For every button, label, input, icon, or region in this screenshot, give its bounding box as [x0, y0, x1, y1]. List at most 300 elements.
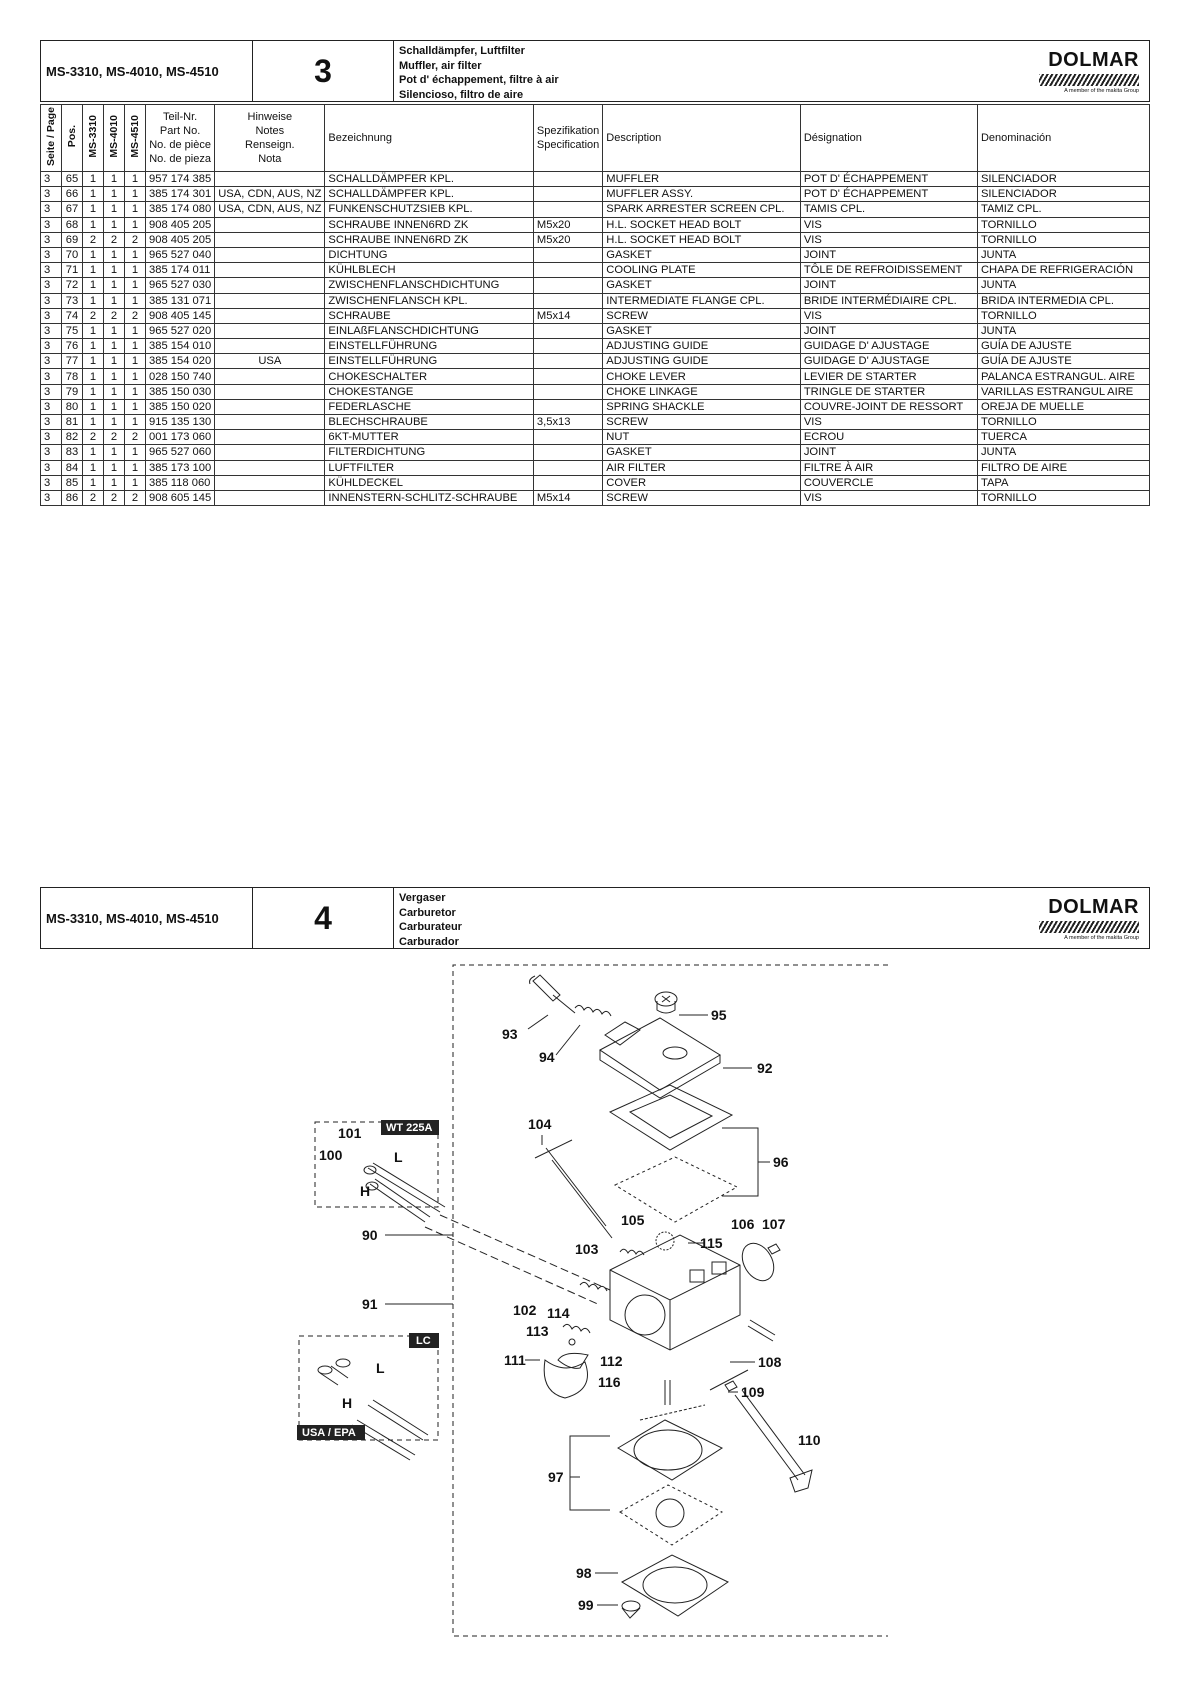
tag-lc: LC	[416, 1335, 431, 1347]
cell-notes	[215, 445, 325, 460]
cell-spec: 3,5x13	[533, 415, 602, 430]
letter-l-lc: L	[376, 1360, 385, 1376]
cell-model-1: 1	[83, 445, 104, 460]
needles-wt	[364, 1163, 445, 1222]
cell-pos: 79	[62, 384, 83, 399]
cell-page: 3	[41, 445, 62, 460]
cell-designation: COUVERCLE	[800, 475, 977, 490]
cell-designation: JOINT	[800, 323, 977, 338]
cell-page: 3	[41, 323, 62, 338]
col-spec	[533, 105, 602, 172]
callout-103: 103	[575, 1241, 599, 1257]
cell-designation: TAMIS CPL.	[800, 202, 977, 217]
cell-spec	[533, 187, 602, 202]
col-page: Seite / Page	[45, 106, 57, 166]
cell-description: COOLING PLATE	[603, 263, 801, 278]
cell-model-2: 1	[104, 217, 125, 232]
cell-part-no: 908 405 145	[146, 308, 215, 323]
spring-103	[580, 1282, 607, 1291]
title-de: Vergaser	[399, 892, 446, 904]
callout-109: 109	[741, 1384, 765, 1400]
section-titles	[394, 41, 1019, 101]
cell-model-2: 1	[104, 399, 125, 414]
col-denominacion: Denominación	[977, 105, 1149, 172]
cell-model-2: 1	[104, 339, 125, 354]
cell-page: 3	[41, 278, 62, 293]
cell-spec	[533, 445, 602, 460]
cell-model-2: 1	[104, 278, 125, 293]
cell-pos: 85	[62, 475, 83, 490]
callout-90: 90	[362, 1227, 378, 1243]
title-es: Carburador	[399, 935, 459, 948]
cell-page: 3	[41, 187, 62, 202]
cell-bezeichnung: ZWISCHENFLANSCH KPL.	[325, 293, 533, 308]
table-row	[41, 354, 1150, 369]
cell-notes	[215, 247, 325, 262]
carburetor-exploded-diagram	[0, 955, 1190, 1684]
cell-bezeichnung: EINSTELLFÜHRUNG	[325, 339, 533, 354]
cell-model-3: 1	[125, 369, 146, 384]
cell-denominacion: BRIDA INTERMEDIA CPL.	[977, 293, 1149, 308]
title-de: Schalldämpfer, Luftfilter	[399, 45, 525, 57]
cell-bezeichnung: KÜHLDECKEL	[325, 475, 533, 490]
parts-table-body	[41, 172, 1150, 506]
cell-page: 3	[41, 475, 62, 490]
section-titles	[394, 888, 1019, 948]
cell-pos: 81	[62, 415, 83, 430]
tag-usa: USA / EPA	[302, 1427, 356, 1439]
cell-page: 3	[41, 308, 62, 323]
cell-denominacion: JUNTA	[977, 247, 1149, 262]
cell-model-1: 1	[83, 384, 104, 399]
cell-designation: JOINT	[800, 445, 977, 460]
cell-notes: USA, CDN, AUS, NZ	[215, 187, 325, 202]
shaft-104	[535, 1140, 612, 1238]
logo-stripes	[1039, 921, 1139, 933]
cell-description: SCREW	[603, 415, 801, 430]
logo-tagline: A member of the makita Group	[1064, 934, 1139, 941]
cell-page: 3	[41, 339, 62, 354]
lever-111	[558, 1353, 588, 1368]
cell-denominacion: OREJA DE MUELLE	[977, 399, 1149, 414]
cell-pos: 71	[62, 263, 83, 278]
cell-designation: TRINGLE DE STARTER	[800, 384, 977, 399]
cell-spec	[533, 369, 602, 384]
cell-bezeichnung: LUFTFILTER	[325, 460, 533, 475]
cell-model-2: 1	[104, 384, 125, 399]
col-spec-en: Specification	[536, 139, 600, 151]
cell-part-no: 385 150 020	[146, 399, 215, 414]
cell-designation: POT D' ÉCHAPPEMENT	[800, 187, 977, 202]
cell-description: ADJUSTING GUIDE	[603, 354, 801, 369]
cell-notes	[215, 384, 325, 399]
callout-107: 107	[762, 1216, 786, 1232]
cell-page: 3	[41, 202, 62, 217]
cell-model-1: 1	[83, 369, 104, 384]
cell-model-3: 1	[125, 475, 146, 490]
cell-model-3: 1	[125, 323, 146, 338]
cell-model-2: 1	[104, 415, 125, 430]
cell-model-1: 1	[83, 415, 104, 430]
cell-part-no: 965 527 060	[146, 445, 215, 460]
cell-model-1: 1	[83, 399, 104, 414]
cell-model-2: 1	[104, 445, 125, 460]
cell-denominacion: JUNTA	[977, 278, 1149, 293]
cell-model-2: 2	[104, 490, 125, 505]
cell-denominacion: TAPA	[977, 475, 1149, 490]
callout-105: 105	[621, 1212, 645, 1228]
cell-denominacion: TORNILLO	[977, 308, 1149, 323]
cell-designation: GUIDAGE D' AJUSTAGE	[800, 339, 977, 354]
cell-designation: BRIDE INTERMÉDIAIRE CPL.	[800, 293, 977, 308]
models-label: MS-3310, MS-4010, MS-4510	[41, 888, 253, 948]
table-row	[41, 232, 1150, 247]
logo-stripes	[1039, 74, 1139, 86]
table-row	[41, 263, 1150, 278]
cell-denominacion: FILTRO DE AIRE	[977, 460, 1149, 475]
cell-denominacion: TORNILLO	[977, 232, 1149, 247]
cell-spec	[533, 247, 602, 262]
cell-bezeichnung: DICHTUNG	[325, 247, 533, 262]
cell-description: SCREW	[603, 308, 801, 323]
cell-pos: 82	[62, 430, 83, 445]
cell-pos: 70	[62, 247, 83, 262]
cell-pos: 72	[62, 278, 83, 293]
cell-spec: M5x14	[533, 308, 602, 323]
cell-denominacion: TORNILLO	[977, 415, 1149, 430]
cell-page: 3	[41, 369, 62, 384]
needles-lc	[318, 1359, 428, 1460]
gasket-96	[610, 1085, 737, 1222]
table-row	[41, 415, 1150, 430]
dolmar-logo	[1019, 41, 1149, 101]
cell-model-3: 2	[125, 490, 146, 505]
cell-designation: VIS	[800, 490, 977, 505]
cell-spec	[533, 339, 602, 354]
cell-part-no: 965 527 040	[146, 247, 215, 262]
col-notes-en: Notes	[255, 125, 285, 137]
cell-notes	[215, 490, 325, 505]
cell-bezeichnung: EINSTELLFÜHRUNG	[325, 354, 533, 369]
table-row	[41, 460, 1150, 475]
cell-bezeichnung: ZWISCHENFLANSCHDICHTUNG	[325, 278, 533, 293]
spring-105	[620, 1249, 644, 1255]
callout-108: 108	[758, 1354, 782, 1370]
callout-115: 115	[700, 1235, 723, 1251]
cell-description: MUFFLER ASSY.	[603, 187, 801, 202]
cell-pos: 65	[62, 172, 83, 187]
cell-page: 3	[41, 490, 62, 505]
cell-pos: 73	[62, 293, 83, 308]
cell-part-no: 385 118 060	[146, 475, 215, 490]
cell-part-no: 908 605 145	[146, 490, 215, 505]
cell-pos: 66	[62, 187, 83, 202]
cell-model-3: 1	[125, 415, 146, 430]
section-number: 4	[253, 888, 394, 948]
cell-description: SPARK ARRESTER SCREEN CPL.	[603, 202, 801, 217]
callout-91: 91	[362, 1296, 378, 1312]
screw-99	[622, 1601, 640, 1618]
col-part-no	[146, 105, 215, 172]
cell-denominacion: SILENCIADOR	[977, 172, 1149, 187]
cell-part-no: 965 527 020	[146, 323, 215, 338]
cell-spec: M5x14	[533, 490, 602, 505]
cell-model-3: 1	[125, 339, 146, 354]
table-row	[41, 293, 1150, 308]
callout-96: 96	[773, 1154, 789, 1170]
col-part-de: Teil-Nr.	[162, 111, 198, 123]
table-row	[41, 384, 1150, 399]
cell-denominacion: TORNILLO	[977, 490, 1149, 505]
cell-pos: 86	[62, 490, 83, 505]
cell-description: GASKET	[603, 278, 801, 293]
cell-bezeichnung: FUNKENSCHUTZSIEB KPL.	[325, 202, 533, 217]
ball-113	[569, 1339, 575, 1345]
table-row	[41, 308, 1150, 323]
cell-description: NUT	[603, 430, 801, 445]
cell-part-no: 385 154 010	[146, 339, 215, 354]
cell-model-1: 2	[83, 490, 104, 505]
cell-part-no: 385 174 080	[146, 202, 215, 217]
col-description: Description	[603, 105, 801, 172]
title-en: Muffler, air filter	[399, 59, 482, 72]
cell-model-3: 1	[125, 217, 146, 232]
cell-model-2: 1	[104, 293, 125, 308]
cell-model-3: 1	[125, 445, 146, 460]
cell-pos: 74	[62, 308, 83, 323]
bolt-93	[530, 975, 575, 1013]
cell-model-2: 1	[104, 354, 125, 369]
callout-114: 114	[547, 1305, 570, 1321]
cell-notes	[215, 217, 325, 232]
cell-model-2: 2	[104, 232, 125, 247]
cell-bezeichnung: BLECHSCHRAUBE	[325, 415, 533, 430]
cell-model-2: 1	[104, 187, 125, 202]
col-part-fr: No. de pièce	[149, 139, 211, 151]
cell-notes	[215, 232, 325, 247]
callout-110: 110	[798, 1432, 821, 1448]
cell-model-1: 1	[83, 202, 104, 217]
cell-model-1: 1	[83, 247, 104, 262]
cell-bezeichnung: CHOKESCHALTER	[325, 369, 533, 384]
callout-100: 100	[319, 1147, 343, 1163]
cell-pos: 75	[62, 323, 83, 338]
cell-bezeichnung: SCHRAUBE INNEN6RD ZK	[325, 232, 533, 247]
callout-labels	[319, 1007, 821, 1613]
cell-description: COVER	[603, 475, 801, 490]
cell-model-3: 1	[125, 384, 146, 399]
table-row	[41, 475, 1150, 490]
cell-spec	[533, 293, 602, 308]
cell-bezeichnung: SCHRAUBE INNEN6RD ZK	[325, 217, 533, 232]
cell-bezeichnung: FEDERLASCHE	[325, 399, 533, 414]
gear-115	[656, 1232, 674, 1250]
cell-notes	[215, 323, 325, 338]
lc-kit-box	[299, 1336, 438, 1440]
screw-107	[768, 1244, 780, 1254]
leader-94	[556, 1025, 580, 1055]
cell-pos: 78	[62, 369, 83, 384]
spring-102	[563, 1324, 590, 1333]
cell-description: GASKET	[603, 247, 801, 262]
cell-spec	[533, 278, 602, 293]
callout-97: 97	[548, 1469, 564, 1485]
cell-notes	[215, 293, 325, 308]
cell-model-3: 1	[125, 263, 146, 278]
cell-model-2: 1	[104, 202, 125, 217]
cell-page: 3	[41, 232, 62, 247]
cell-description: H.L. SOCKET HEAD BOLT	[603, 217, 801, 232]
cell-notes	[215, 475, 325, 490]
cell-model-2: 1	[104, 460, 125, 475]
table-row	[41, 323, 1150, 338]
leader-97	[570, 1436, 610, 1510]
cell-designation: JOINT	[800, 247, 977, 262]
cell-model-3: 1	[125, 187, 146, 202]
cell-description: GASKET	[603, 445, 801, 460]
col-notes-de: Hinweise	[247, 111, 293, 123]
callout-93: 93	[502, 1026, 518, 1042]
cell-description: SPRING SHACKLE	[603, 399, 801, 414]
callout-104: 104	[528, 1116, 552, 1132]
callout-113: 113	[526, 1323, 549, 1339]
cell-model-3: 1	[125, 172, 146, 187]
cell-denominacion: TUERCA	[977, 430, 1149, 445]
cell-model-2: 1	[104, 247, 125, 262]
cell-spec	[533, 475, 602, 490]
cell-model-3: 1	[125, 202, 146, 217]
cell-model-3: 2	[125, 232, 146, 247]
cell-model-1: 1	[83, 278, 104, 293]
cell-description: SCREW	[603, 490, 801, 505]
section-header-3	[40, 40, 1150, 102]
cell-model-1: 1	[83, 339, 104, 354]
cell-notes	[215, 278, 325, 293]
cell-notes	[215, 339, 325, 354]
cell-designation: VIS	[800, 308, 977, 323]
table-row	[41, 430, 1150, 445]
needle-lever-116	[640, 1405, 705, 1420]
cell-part-no: 028 150 740	[146, 369, 215, 384]
table-row	[41, 399, 1150, 414]
cell-part-no: 965 527 030	[146, 278, 215, 293]
cell-spec	[533, 354, 602, 369]
callout-95: 95	[711, 1007, 727, 1023]
cell-notes	[215, 430, 325, 445]
cell-model-2: 1	[104, 172, 125, 187]
cell-notes	[215, 172, 325, 187]
cell-designation: JOINT	[800, 278, 977, 293]
parts-table	[40, 104, 1150, 506]
cell-model-1: 1	[83, 293, 104, 308]
models-label: MS-3310, MS-4010, MS-4510	[41, 41, 253, 101]
cell-part-no: 915 135 130	[146, 415, 215, 430]
cell-model-3: 1	[125, 293, 146, 308]
cell-model-1: 1	[83, 172, 104, 187]
cell-part-no: 001 173 060	[146, 430, 215, 445]
cell-spec	[533, 384, 602, 399]
cell-notes	[215, 369, 325, 384]
inlet-fitting	[748, 1320, 775, 1341]
cell-page: 3	[41, 384, 62, 399]
cell-spec: M5x20	[533, 232, 602, 247]
cell-model-2: 1	[104, 323, 125, 338]
cell-pos: 67	[62, 202, 83, 217]
cell-denominacion: GUÍA DE AJUSTE	[977, 354, 1149, 369]
dolmar-logo	[1019, 888, 1149, 948]
cell-model-3: 1	[125, 460, 146, 475]
callout-94: 94	[539, 1049, 555, 1065]
cell-designation: VIS	[800, 217, 977, 232]
cell-page: 3	[41, 354, 62, 369]
cell-model-2: 1	[104, 475, 125, 490]
cell-notes	[215, 263, 325, 278]
title-es: Silencioso, filtro de aire	[399, 88, 524, 101]
callout-116: 116	[598, 1374, 621, 1390]
spring-94	[575, 1005, 611, 1016]
cell-model-2: 1	[104, 263, 125, 278]
cell-denominacion: JUNTA	[977, 445, 1149, 460]
cell-denominacion: VARILLAS ESTRANGUL AIRE	[977, 384, 1149, 399]
cell-notes	[215, 415, 325, 430]
col-part-en: Part No.	[159, 125, 201, 137]
cell-pos: 83	[62, 445, 83, 460]
cell-bezeichnung: SCHALLDÄMPFER KPL.	[325, 187, 533, 202]
leader-96	[722, 1128, 770, 1196]
cell-pos: 69	[62, 232, 83, 247]
callout-112: 112	[600, 1353, 623, 1369]
cell-model-1: 2	[83, 430, 104, 445]
gasket-97	[618, 1420, 722, 1545]
cell-model-3: 1	[125, 399, 146, 414]
cell-model-3: 2	[125, 308, 146, 323]
cell-part-no: 385 150 030	[146, 384, 215, 399]
cell-page: 3	[41, 172, 62, 187]
col-model-3: MS-4510	[129, 114, 141, 158]
cell-denominacion: GUÍA DE AJUSTE	[977, 339, 1149, 354]
cell-model-1: 1	[83, 187, 104, 202]
cell-notes	[215, 460, 325, 475]
cell-spec: M5x20	[533, 217, 602, 232]
cell-page: 3	[41, 415, 62, 430]
cell-spec	[533, 323, 602, 338]
cell-bezeichnung: KÜHLBLECH	[325, 263, 533, 278]
title-fr: Carburateur	[399, 921, 462, 933]
cell-part-no: 385 154 020	[146, 354, 215, 369]
letter-h-wt: H	[360, 1183, 371, 1199]
cover-92	[600, 1018, 720, 1098]
cell-designation: ECROU	[800, 430, 977, 445]
callout-99: 99	[578, 1597, 594, 1613]
callout-102: 102	[513, 1302, 537, 1318]
cell-model-1: 1	[83, 323, 104, 338]
cell-spec	[533, 263, 602, 278]
col-model-2: MS-4010	[108, 114, 120, 158]
col-model-1: MS-3310	[87, 114, 99, 158]
cell-description: H.L. SOCKET HEAD BOLT	[603, 232, 801, 247]
table-row	[41, 187, 1150, 202]
cell-pos: 80	[62, 399, 83, 414]
logo-word: DOLMAR	[1048, 895, 1139, 918]
table-row	[41, 217, 1150, 232]
cell-denominacion: JUNTA	[977, 323, 1149, 338]
leader-93	[528, 1015, 548, 1029]
cell-pos: 76	[62, 339, 83, 354]
cover-98	[622, 1555, 728, 1616]
callout-111: 111	[504, 1352, 526, 1368]
cell-page: 3	[41, 263, 62, 278]
section-number: 3	[253, 41, 394, 101]
